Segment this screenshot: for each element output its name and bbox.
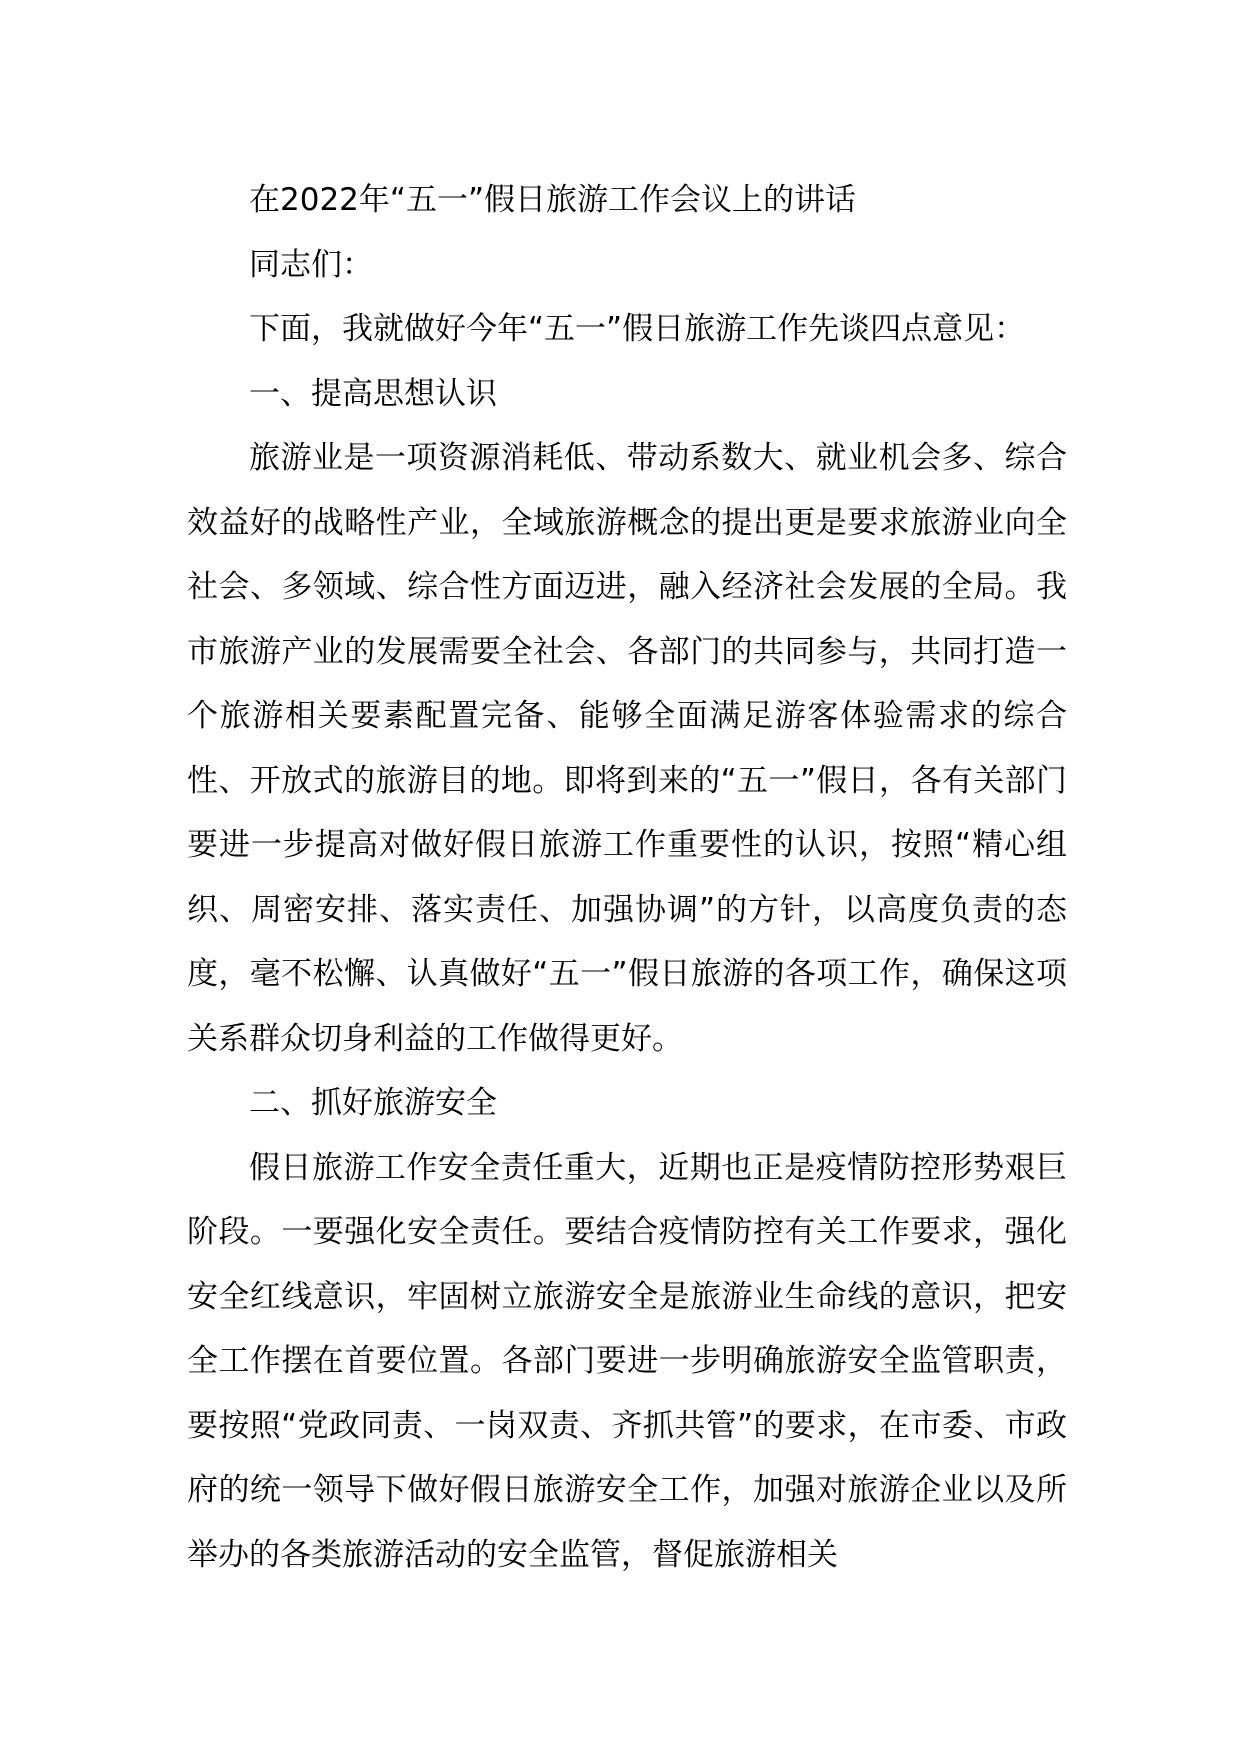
section-heading-2: 二、抓好旅游安全: [249, 1085, 497, 1121]
salutation: 同志们：: [249, 246, 373, 283]
section-paragraph-1: 旅游业是一项资源消耗低、带动系数大、就业机会多、综合效益好的战略性产业，全域旅游概念的提出更是要求旅游业向全社会、多领域、综合性方面迈进，融入经济社会发展的全局。我市旅游产业的发展需要全社会、各部门的共同参与，共同打造一个旅游相关要素配置完备、能够全面满足游客体验需求的综合性、开放式的旅游目的地。即将到来的“五一”假日，各有关部门要进一步提高对做好假日旅游工作重要性的认识，按照“精心组织、周密安排、落实责任、加强协调”的方针，以高度负责的态度，毫不松懈、认真做好“五一”假日旅游的各项工作，确保这项关系群众切身利益的工作做得更好。: [187, 440, 1067, 1057]
section-paragraph-2: 假日旅游工作安全责任重大，近期也正是疫情防控形势艰巨阶段。一要强化安全责任。要结合疫情防控有关工作要求，强化安全红线意识，牢固树立旅游安全是旅游业生命线的意识，把安全工作摆在首要位置。各部门要进一步明确旅游安全监管职责，要按照“党政同责、一岗双责、齐抓共管”的要求，在市委、市政府的统一领导下做好假日旅游安全工作，加强对旅游企业以及所举办的各类旅游活动的安全监管，督促旅游相关: [187, 1149, 1067, 1573]
section-heading-1: 一、提高思想认识: [249, 375, 497, 412]
document-page: [187, 168, 1067, 1587]
intro-line: 下面，我就做好今年“五一”假日旅游工作先谈四点意见：: [249, 311, 1026, 347]
speech-title: 在2022年“五一”假日旅游工作会议上的讲话: [249, 182, 857, 218]
